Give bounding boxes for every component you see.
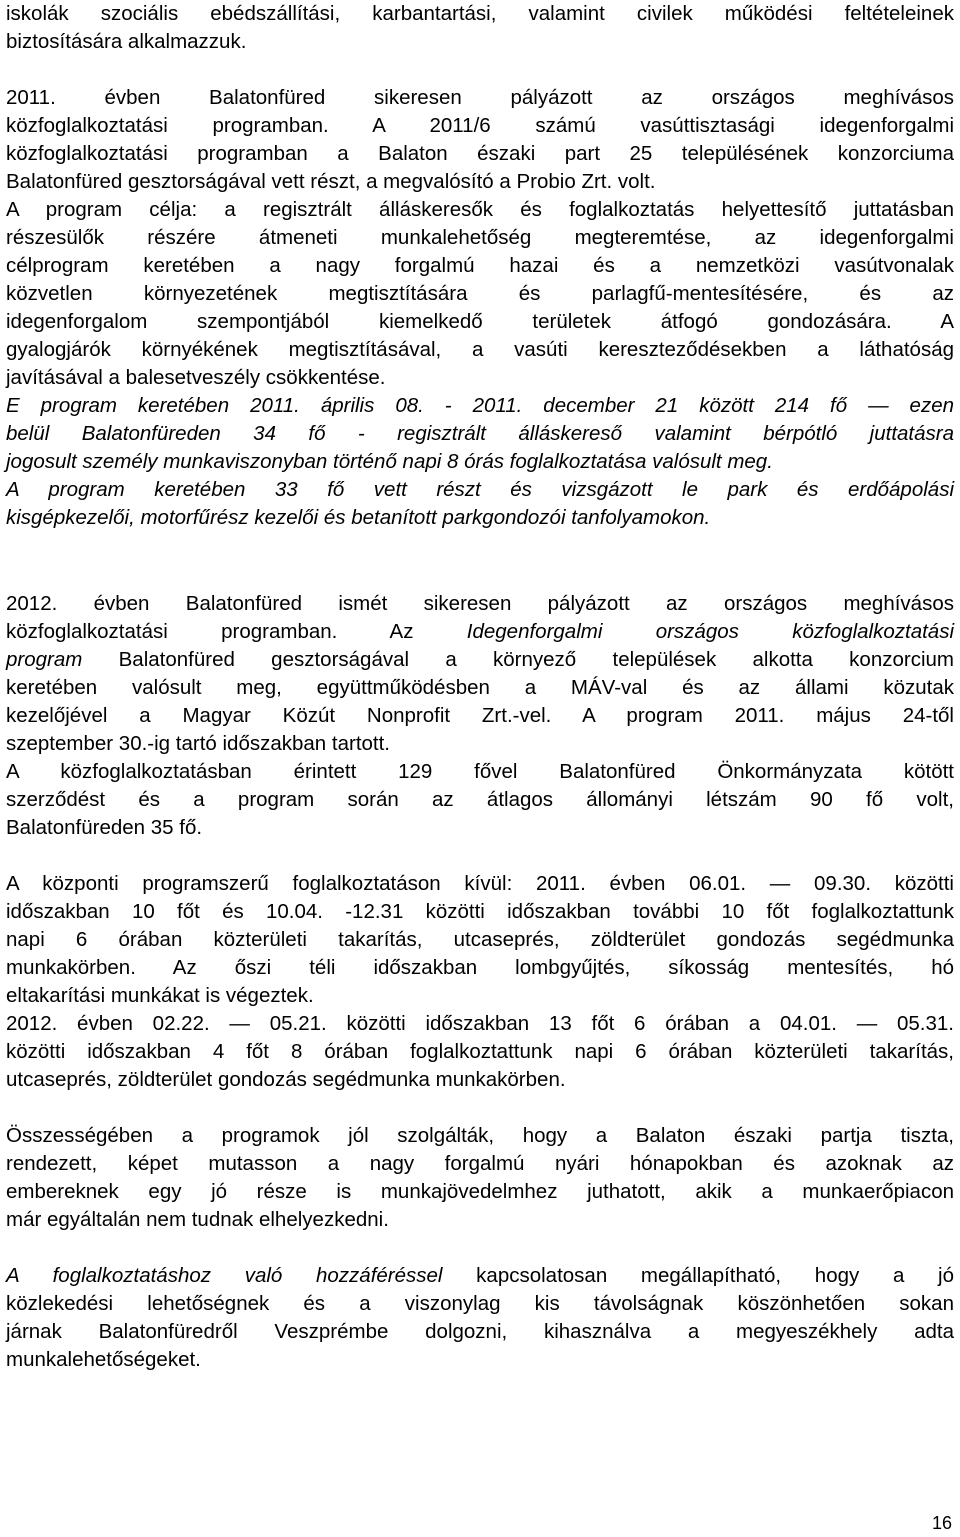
text-line xyxy=(6,140,954,168)
text-line xyxy=(6,1150,954,1178)
text-segment: A központi programszerű foglalkoztatáson kívül: 2011. évben 06.01. — 09.30. közötti xyxy=(6,872,954,895)
text-line xyxy=(6,28,954,56)
text-segment: közlekedési lehetőségnek és a viszonylag kis távolságnak köszönhetően sokan xyxy=(6,1292,954,1315)
text-segment: Balatonfüreden 35 fő. xyxy=(6,816,203,839)
text-line xyxy=(6,982,954,1010)
text-segment: közfoglalkoztatási programban. Az xyxy=(6,620,467,643)
text-line xyxy=(6,730,954,758)
text-segment: rendezett, képet mutasson a nagy forgalmú nyári hónapokban és azoknak az xyxy=(6,1152,954,1175)
text-line xyxy=(6,1010,954,1038)
text-line xyxy=(6,786,954,814)
italic-text-segment: Idegenforgalmi országos közfoglalkoztatási xyxy=(466,620,955,643)
text-segment: munkakörben. Az őszi téli időszakban lombgyűjtés, síkosság mentesítés, hó xyxy=(6,956,954,979)
text-line xyxy=(6,898,954,926)
text-line xyxy=(6,1346,954,1374)
page-number: 16 xyxy=(931,1513,952,1533)
text-line xyxy=(6,504,954,532)
text-segment: 2011. évben Balatonfüred sikeresen pályázott az országos meghívásos xyxy=(6,86,954,109)
text-segment: célprogram keretében a nagy forgalmú hazai és a nemzetközi vasútvonalak xyxy=(6,254,954,277)
italic-text-segment: A foglalkoztatáshoz való hozzáféréssel xyxy=(6,1264,443,1287)
text-segment: szerződést és a program során az átlagos állományi létszám 90 fő volt, xyxy=(6,788,954,811)
text-segment: napi 6 órában közterületi takarítás, utcaseprés, zöldterület gondozás segédmunka xyxy=(6,928,954,951)
text-line xyxy=(6,674,954,702)
text-line xyxy=(6,1066,954,1094)
text-line xyxy=(6,1318,954,1346)
text-line xyxy=(6,308,954,336)
text-segment: A program célja: a regisztrált álláskeresők és foglalkoztatás helyettesítő juttatásban xyxy=(6,198,954,221)
text-segment: javításával a balesetveszély csökkentése. xyxy=(6,366,386,389)
text-segment: keretében valósult meg, együttműködésben a MÁV-val és az állami közutak xyxy=(6,676,954,699)
italic-text-segment: belül Balatonfüreden 34 fő - regisztrált álláskereső valamint bérpótló juttatásra xyxy=(6,422,954,445)
text-line xyxy=(6,252,954,280)
text-segment: kapcsolatosan megállapítható, hogy a jó xyxy=(442,1264,954,1287)
text-segment: már egyáltalán nem tudnak elhelyezkedni. xyxy=(6,1208,389,1231)
text-segment: eltakarítási munkákat is végeztek. xyxy=(6,984,314,1007)
text-segment: Balatonfüred gesztorságával a környező települések alkotta konzorcium xyxy=(82,648,954,671)
text-segment: szeptember 30.-ig tartó időszakban tartott. xyxy=(6,732,391,755)
italic-text-segment: program xyxy=(6,648,83,671)
text-segment: idegenforgalom szempontjából kiemelkedő területek átfogó gondozására. A xyxy=(6,310,954,333)
text-line xyxy=(6,954,954,982)
text-line xyxy=(6,448,954,476)
text-line xyxy=(6,280,954,308)
text-segment: közvetlen környezetének megtisztítására és parlagfű-mentesítésére, és az xyxy=(6,282,954,305)
text-segment: kezelőjével a Magyar Közút Nonprofit Zrt.-vel. A program 2011. május 24-től xyxy=(6,704,954,727)
text-segment: embereknek egy jó része is munkajövedelmhez juthatott, akik a munkaerőpiacon xyxy=(6,1180,954,1203)
text-segment: gyalogjárók környékének megtisztításával, a vasúti kereszteződésekben a láthatóság xyxy=(6,338,954,361)
text-line xyxy=(6,646,954,674)
text-segment: utcaseprés, zöldterület gondozás segédmunka munkakörben. xyxy=(6,1068,566,1091)
text-line xyxy=(6,1178,954,1206)
text-line xyxy=(6,1262,954,1290)
text-segment: A közfoglalkoztatásban érintett 129 fővel Balatonfüred Önkormányzata kötött xyxy=(6,760,954,783)
italic-text-segment: E program keretében 2011. április 08. - 2011. december 21 között 214 fő — ezen xyxy=(6,394,954,417)
text-line xyxy=(6,84,954,112)
text-segment: közfoglalkoztatási programban. A 2011/6 számú vasúttisztasági idegenforgalmi xyxy=(6,114,954,137)
text-segment: Balatonfüred gesztorságával vett részt, a megvalósító a Probio Zrt. volt. xyxy=(6,170,656,193)
text-line xyxy=(6,0,954,28)
text-segment: járnak Balatonfüredről Veszprémbe dolgozni, kihasználva a megyeszékhely adta xyxy=(6,1320,954,1343)
text-segment: részesülők részére átmeneti munkalehetőség megteremtése, az idegenforgalmi xyxy=(6,226,954,249)
text-segment: munkalehetőségeket. xyxy=(6,1348,201,1371)
text-line xyxy=(6,926,954,954)
text-line xyxy=(6,1122,954,1150)
text-segment: biztosítására alkalmazzuk. xyxy=(6,30,247,53)
italic-text-segment: A program keretében 33 fő vett részt és vizsgázott le park és erdőápolási xyxy=(6,478,954,501)
text-line xyxy=(6,814,954,842)
text-line xyxy=(6,168,954,196)
text-line xyxy=(6,1038,954,1066)
text-line xyxy=(6,870,954,898)
text-segment: időszakban 10 főt és 10.04. -12.31 közötti időszakban további 10 főt foglalkoztattunk xyxy=(6,900,954,923)
text-line xyxy=(6,1206,954,1234)
text-segment: 2012. évben Balatonfüred ismét sikeresen pályázott az országos meghívásos xyxy=(6,592,954,615)
text-line xyxy=(6,702,954,730)
text-segment: közfoglalkoztatási programban a Balaton északi part 25 településének konzorciuma xyxy=(6,142,954,165)
italic-text-segment: jogosult személy munkaviszonyban történő napi 8 órás foglalkoztatása valósult meg. xyxy=(6,450,773,473)
text-line xyxy=(6,364,954,392)
text-line xyxy=(6,420,954,448)
text-line xyxy=(6,392,954,420)
text-segment: közötti időszakban 4 főt 8 órában foglalkoztattunk napi 6 órában közterületi takarítás, xyxy=(6,1040,954,1063)
text-line xyxy=(6,196,954,224)
text-segment: 2012. évben 02.22. — 05.21. közötti időszakban 13 főt 6 órában a 04.01. — 05.31. xyxy=(6,1012,954,1035)
text-line xyxy=(6,618,954,646)
text-line xyxy=(6,224,954,252)
text-line xyxy=(6,112,954,140)
text-line xyxy=(6,476,954,504)
text-segment: Összességében a programok jól szolgálták, hogy a Balaton északi partja tiszta, xyxy=(6,1124,954,1147)
text-line xyxy=(6,1290,954,1318)
text-line xyxy=(6,336,954,364)
italic-text-segment: kisgépkezelői, motorfűrész kezelői és betanított parkgondozói tanfolyamokon. xyxy=(6,506,711,529)
text-line xyxy=(6,758,954,786)
text-line xyxy=(6,590,954,618)
text-segment: iskolák szociális ebédszállítási, karbantartási, valamint civilek működési feltételeinek xyxy=(6,2,954,25)
